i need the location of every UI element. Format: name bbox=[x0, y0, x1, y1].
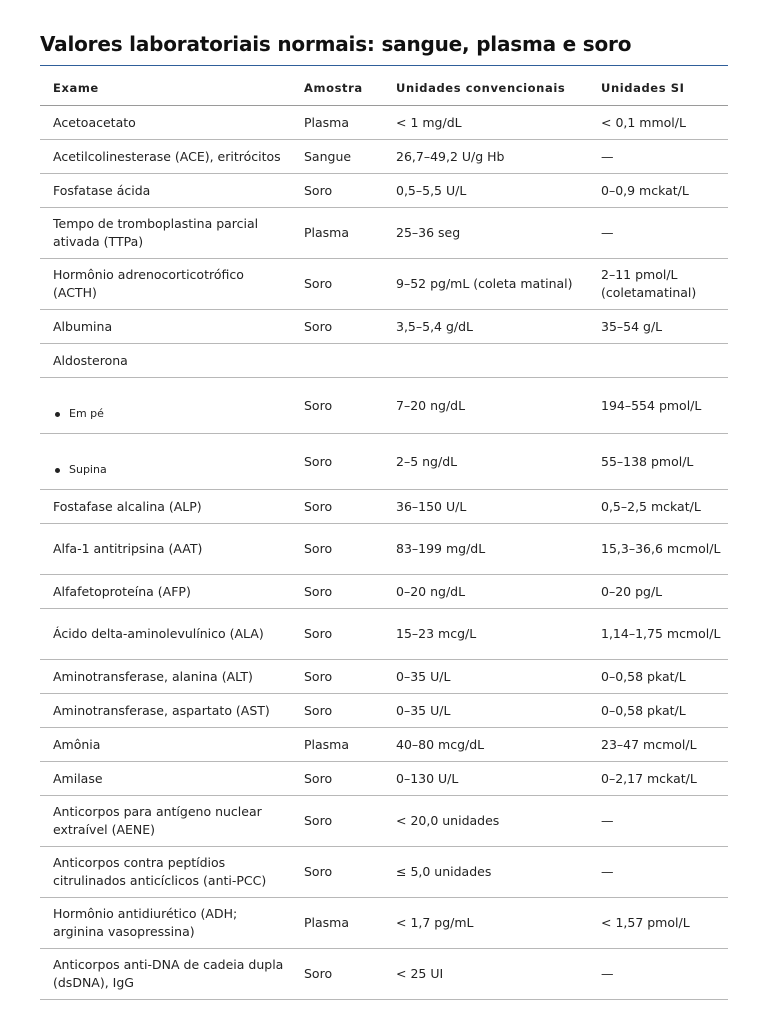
exam-cell bbox=[40, 434, 291, 490]
table-row bbox=[40, 174, 728, 208]
si-cell: 15,3–36,6 mcmol/L bbox=[588, 524, 728, 575]
sample-cell: Soro bbox=[291, 847, 383, 898]
exam-cell: Hormônio antidiurético (ADH; arginina vasopressina) bbox=[40, 898, 291, 949]
si-cell: 2–11 pmol/L (coletamatinal) bbox=[588, 259, 728, 310]
table-row bbox=[40, 310, 728, 344]
conventional-cell: 0–35 U/L bbox=[383, 660, 588, 694]
table-row bbox=[40, 106, 728, 140]
si-cell: 0–0,9 mckat/L bbox=[588, 174, 728, 208]
exam-cell: Acetilcolinesterase (ACE), eritrócitos bbox=[40, 140, 291, 174]
exam-cell: Anticorpos anti-DNA de cadeia dupla (dsDNA), IgG bbox=[40, 949, 291, 1000]
header-sample: Amostra bbox=[291, 70, 383, 106]
conventional-cell: 7–20 ng/dL bbox=[383, 378, 588, 434]
si-cell: — bbox=[588, 208, 728, 259]
table-row bbox=[40, 660, 728, 694]
conventional-cell: 0–35 U/L bbox=[383, 694, 588, 728]
sample-cell bbox=[291, 344, 383, 378]
conventional-cell: < 25 UI bbox=[383, 949, 588, 1000]
table-row bbox=[40, 762, 728, 796]
sample-cell: Soro bbox=[291, 609, 383, 660]
table-row bbox=[40, 208, 728, 259]
si-cell: < 1,57 pmol/L bbox=[588, 898, 728, 949]
sample-cell: Sangue bbox=[291, 140, 383, 174]
conventional-cell: 3,5–5,4 g/dL bbox=[383, 310, 588, 344]
sample-cell: Soro bbox=[291, 490, 383, 524]
conventional-cell: < 1 mg/dL bbox=[383, 106, 588, 140]
table-header-row bbox=[40, 70, 728, 106]
si-cell: 35–54 g/L bbox=[588, 310, 728, 344]
exam-cell: Alfafetoproteína (AFP) bbox=[40, 575, 291, 609]
sample-cell: Soro bbox=[291, 174, 383, 208]
exam-cell: Acetoacetato bbox=[40, 106, 291, 140]
table-row bbox=[40, 490, 728, 524]
conventional-cell bbox=[383, 344, 588, 378]
si-cell: 23–47 mcmol/L bbox=[588, 728, 728, 762]
si-cell: 0–20 pg/L bbox=[588, 575, 728, 609]
conventional-cell: 0,5–5,5 U/L bbox=[383, 174, 588, 208]
conventional-cell: 0–20 ng/dL bbox=[383, 575, 588, 609]
sample-cell: Soro bbox=[291, 434, 383, 490]
conventional-cell: 36–150 U/L bbox=[383, 490, 588, 524]
table-row bbox=[40, 694, 728, 728]
conventional-cell: 83–199 mg/dL bbox=[383, 524, 588, 575]
conventional-cell: 2–5 ng/dL bbox=[383, 434, 588, 490]
table-row bbox=[40, 259, 728, 310]
si-cell: — bbox=[588, 140, 728, 174]
sample-cell: Soro bbox=[291, 949, 383, 1000]
sample-cell: Soro bbox=[291, 762, 383, 796]
table-row bbox=[40, 524, 728, 575]
sample-cell: Soro bbox=[291, 660, 383, 694]
exam-cell: Fostafase alcalina (ALP) bbox=[40, 490, 291, 524]
sample-cell: Plasma bbox=[291, 106, 383, 140]
sample-cell: Soro bbox=[291, 259, 383, 310]
sample-cell: Soro bbox=[291, 378, 383, 434]
sample-cell: Soro bbox=[291, 575, 383, 609]
exam-cell: Anticorpos para antígeno nuclear extraível (AENE) bbox=[40, 796, 291, 847]
exam-cell: Fosfatase ácida bbox=[40, 174, 291, 208]
exam-cell: Albumina bbox=[40, 310, 291, 344]
si-cell: 1,14–1,75 mcmol/L bbox=[588, 609, 728, 660]
sample-cell: Plasma bbox=[291, 898, 383, 949]
conventional-cell: 15–23 mcg/L bbox=[383, 609, 588, 660]
si-cell: 0–0,58 pkat/L bbox=[588, 660, 728, 694]
exam-subitem-label: Supina bbox=[69, 463, 107, 476]
si-cell bbox=[588, 344, 728, 378]
sample-cell: Plasma bbox=[291, 728, 383, 762]
exam-cell: Tempo de tromboplastina parcial ativada (TTPa) bbox=[40, 208, 291, 259]
exam-cell bbox=[40, 378, 291, 434]
table-row bbox=[40, 847, 728, 898]
exam-cell: Alfa-1 antitripsina (AAT) bbox=[40, 524, 291, 575]
si-cell: — bbox=[588, 949, 728, 1000]
conventional-cell: 26,7–49,2 U/g Hb bbox=[383, 140, 588, 174]
si-cell: < 0,1 mmol/L bbox=[588, 106, 728, 140]
table-row bbox=[40, 344, 728, 378]
conventional-cell: 40–80 mcg/dL bbox=[383, 728, 588, 762]
si-cell: 0–0,58 pkat/L bbox=[588, 694, 728, 728]
conventional-cell: < 20,0 unidades bbox=[383, 796, 588, 847]
bullet-icon bbox=[55, 412, 60, 417]
table-row bbox=[40, 434, 728, 490]
exam-cell: Aldosterona bbox=[40, 344, 291, 378]
si-cell: — bbox=[588, 847, 728, 898]
exam-cell: Hormônio adrenocorticotrófico (ACTH) bbox=[40, 259, 291, 310]
header-conventional-units: Unidades convencionais bbox=[383, 70, 588, 106]
table-row bbox=[40, 796, 728, 847]
conventional-cell: 0–130 U/L bbox=[383, 762, 588, 796]
table-row bbox=[40, 609, 728, 660]
conventional-cell: 9–52 pg/mL (coleta matinal) bbox=[383, 259, 588, 310]
exam-cell: Aminotransferase, alanina (ALT) bbox=[40, 660, 291, 694]
si-cell: — bbox=[588, 796, 728, 847]
conventional-cell: 25–36 seg bbox=[383, 208, 588, 259]
exam-cell: Amilase bbox=[40, 762, 291, 796]
bullet-icon bbox=[55, 468, 60, 473]
title-divider bbox=[40, 65, 728, 66]
exam-cell: Amônia bbox=[40, 728, 291, 762]
table-row bbox=[40, 949, 728, 1000]
sample-cell: Soro bbox=[291, 694, 383, 728]
exam-subitem-label: Em pé bbox=[69, 407, 104, 420]
header-si-units: Unidades SI bbox=[588, 70, 728, 106]
table-row bbox=[40, 575, 728, 609]
sample-cell: Plasma bbox=[291, 208, 383, 259]
table-row bbox=[40, 728, 728, 762]
sample-cell: Soro bbox=[291, 524, 383, 575]
conventional-cell: ≤ 5,0 unidades bbox=[383, 847, 588, 898]
header-exam: Exame bbox=[40, 70, 291, 106]
table-row bbox=[40, 378, 728, 434]
table-row bbox=[40, 898, 728, 949]
si-cell: 0,5–2,5 mckat/L bbox=[588, 490, 728, 524]
exam-cell: Ácido delta-aminolevulínico (ALA) bbox=[40, 609, 291, 660]
sample-cell: Soro bbox=[291, 310, 383, 344]
exam-cell: Aminotransferase, aspartato (AST) bbox=[40, 694, 291, 728]
si-cell: 194–554 pmol/L bbox=[588, 378, 728, 434]
conventional-cell: < 1,7 pg/mL bbox=[383, 898, 588, 949]
page-title: Valores laboratoriais normais: sangue, plasma e soro bbox=[40, 32, 632, 56]
si-cell: 55–138 pmol/L bbox=[588, 434, 728, 490]
si-cell: 0–2,17 mckat/L bbox=[588, 762, 728, 796]
table-row bbox=[40, 140, 728, 174]
exam-cell: Anticorpos contra peptídios citrulinados anticíclicos (anti-PCC) bbox=[40, 847, 291, 898]
lab-values-table bbox=[40, 70, 728, 1000]
sample-cell: Soro bbox=[291, 796, 383, 847]
